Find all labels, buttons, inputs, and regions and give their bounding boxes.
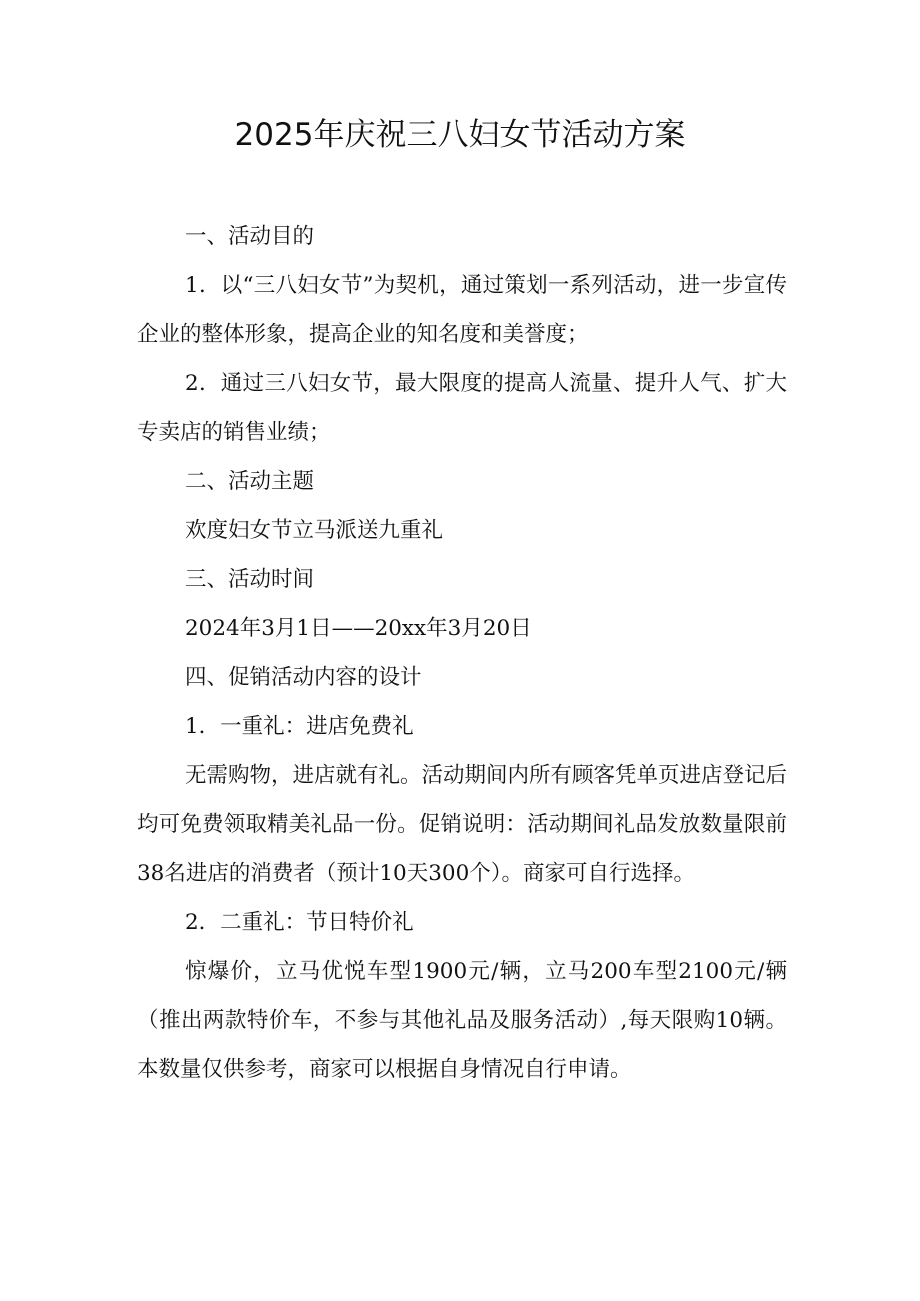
theme-text: 欢度妇女节立马派送九重礼 bbox=[185, 518, 444, 543]
gift-1-heading: 1．一重礼：进店免费礼 bbox=[185, 714, 414, 739]
time-text: 2024年3月1日——20xx年3月20日 bbox=[185, 616, 532, 641]
heading-time: 三、活动时间 bbox=[185, 567, 315, 592]
heading-theme: 二、活动主题 bbox=[185, 469, 315, 494]
document-title: 2025年庆祝三八妇女节活动方案 bbox=[234, 117, 686, 153]
gift-2-description: 惊爆价，立马优悦车型1900元/辆，立马200车型2100元/辆（推出两款特价车，不参与其他礼品及服务活动）,每天限购10辆。本数量仅供参考，商家可以根据自身情况自行申请。 bbox=[137, 959, 787, 1082]
purpose-item-1: 1．以“三八妇女节”为契机，通过策划一系列活动，进一步宣传企业的整体形象，提高企业的知名度和美誉度； bbox=[137, 273, 787, 347]
heading-purpose: 一、活动目的 bbox=[185, 224, 315, 249]
heading-content: 四、促销活动内容的设计 bbox=[185, 665, 422, 690]
gift-1-description: 无需购物，进店就有礼。活动期间内所有顾客凭单页进店登记后均可免费领取精美礼品一份。促销说明：活动期间礼品发放数量限前38名进店的消费者（预计10天300个）。商家可自行选择。 bbox=[137, 763, 788, 886]
document-body bbox=[137, 212, 787, 1094]
purpose-item-2: 2．通过三八妇女节，最大限度的提高人流量、提升人气、扩大专卖店的销售业绩； bbox=[137, 371, 787, 445]
gift-2-heading: 2．二重礼：节日特价礼 bbox=[185, 910, 414, 935]
